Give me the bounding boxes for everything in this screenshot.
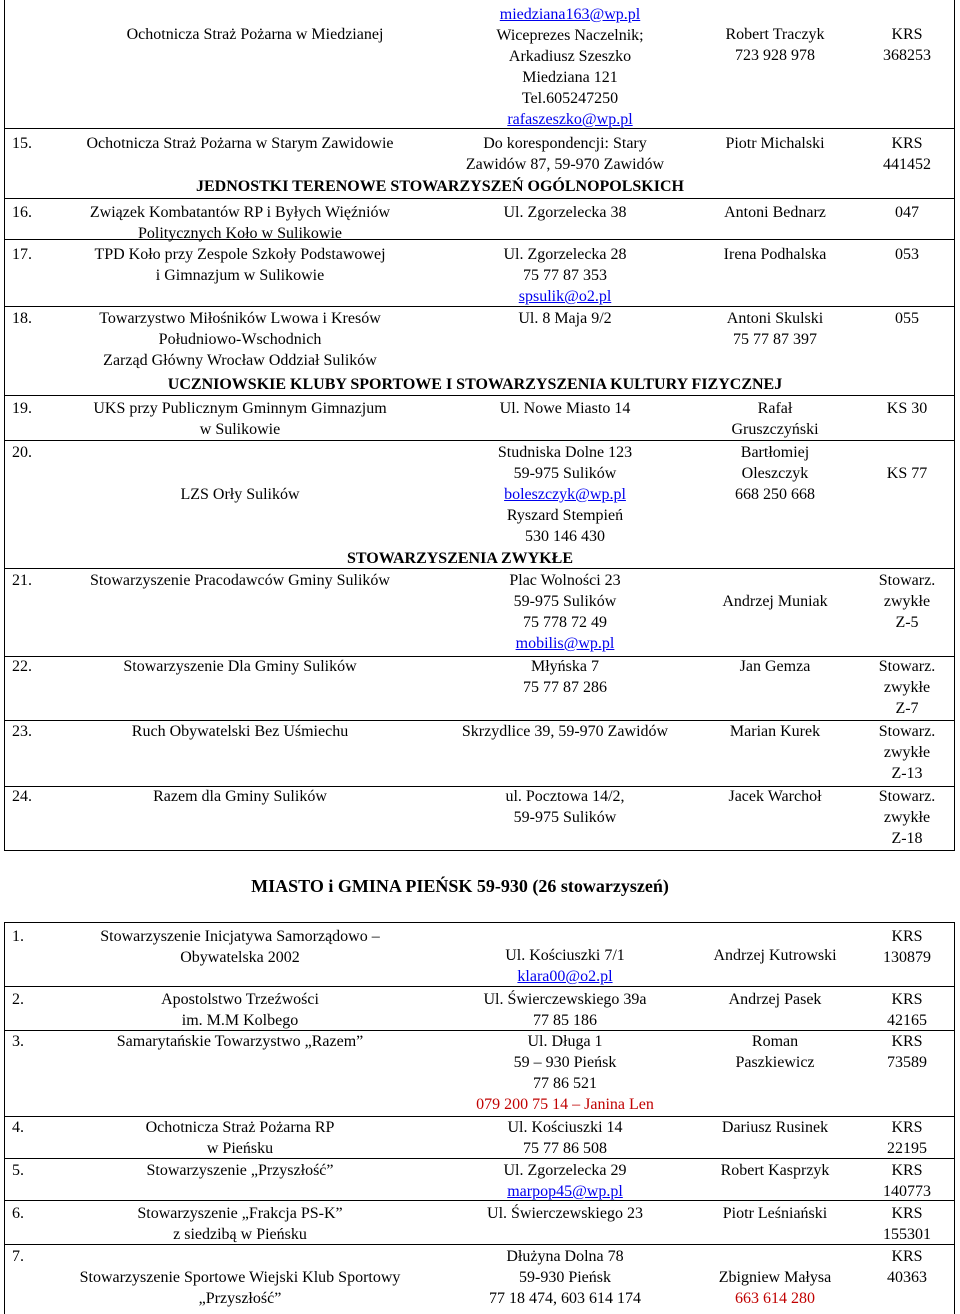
org-name: Związek Kombatantów RP i Byłych Więźniów Politycznych Koło w Sulikowie — [89, 204, 391, 242]
org-name: TPD Koło przy Zespole Szkoły Podstawowej i Gimnazjum w Sulikowie — [94, 246, 386, 284]
org-person: Robert Traczyk 723 928 978 — [725, 26, 825, 64]
org-reg: KRS 130879 — [883, 928, 931, 966]
org-name: Stowarzyszenie „Przyszłość” — [146, 1162, 334, 1179]
org-contact: Ul. Nowe Miasto 14 — [499, 400, 631, 417]
section-heading: JEDNOSTKI TERENOWE STOWARZYSZEŃ OGÓLNOPOLSKICH — [196, 178, 684, 195]
org-name: Ochotnicza Straż Pożarna w Miedzianej — [126, 26, 384, 43]
org-contact: Ul. Świerczewskiego 39a 77 85 186 — [483, 991, 647, 1029]
row-number: 21. — [12, 572, 32, 589]
org-reg: 055 — [895, 310, 919, 327]
section-heading: UCZNIOWSKIE KLUBY SPORTOWE I STOWARZYSZENIA KULTURY FIZYCZNEJ — [167, 376, 783, 393]
org-person: Irena Podhalska — [723, 246, 827, 263]
org-name: Ochotnicza Straż Pożarna w Starym Zawidowie — [86, 135, 394, 152]
email-link[interactable]: marpop45@wp.pl — [507, 1183, 623, 1200]
row-number: 1. — [12, 928, 24, 945]
row-number: 3. — [12, 1033, 24, 1050]
org-contact: Do korespondencji: Stary Zawidów 87, 59-970 Zawidów — [465, 135, 665, 173]
org-person: Robert Kasprzyk — [720, 1162, 830, 1179]
org-contact: Ul. Kościuszki 14 75 77 86 508 — [507, 1119, 623, 1157]
row-number: 17. — [12, 246, 32, 263]
row-number: 4. — [12, 1119, 24, 1136]
row-number: 16. — [12, 204, 32, 221]
org-reg: KRS 441452 — [883, 135, 931, 173]
row-number: 23. — [12, 723, 32, 740]
org-person: Andrzej Kutrowski — [713, 947, 837, 964]
org-name: Towarzystwo Miłośników Lwowa i Kresów Południowo-Wschodnich Zarząd Główny Wrocław Oddział Sulików — [99, 310, 381, 369]
org-name: Stowarzyszenie Dla Gminy Sulików — [123, 658, 357, 675]
org-person: Andrzej Pasek — [728, 991, 822, 1008]
org-contact: Ul. Kościuszki 7/1 klara00@o2.pl — [440, 945, 690, 987]
org-name: Stowarzyszenie Inicjatywa Samorządowo – Obywatelska 2002 — [100, 928, 380, 966]
org-person: Jacek Warchoł — [728, 788, 822, 805]
org-person: Andrzej Muniak — [722, 593, 828, 610]
row-number: 20. — [12, 444, 32, 461]
org-person: Jan Gemza — [739, 658, 811, 675]
section-title: MIASTO i GMINA PIEŃSK 59-930 (26 stowarzyszeń) — [251, 876, 669, 896]
org-reg: KRS 73589 — [887, 1033, 927, 1071]
org-contact: Studniska Dolne 123 59-975 Sulików boleszczyk@wp.pl Ryszard Stempień 530 146 430 — [440, 442, 690, 547]
email-link[interactable]: miedziana163@wp.pl — [499, 6, 641, 23]
row-number: 2. — [12, 991, 24, 1008]
email-link[interactable]: klara00@o2.pl — [517, 968, 613, 985]
section-heading: STOWARZYSZENIA ZWYKŁE — [347, 550, 573, 567]
email-link[interactable]: spsulik@o2.pl — [518, 288, 612, 305]
row-number: 22. — [12, 658, 32, 675]
org-name: Ochotnicza Straż Pożarna RP w Pieńsku — [145, 1119, 335, 1157]
org-person: Bartłomiej Oleszczyk 668 250 668 — [735, 444, 815, 503]
org-contact: Młyńska 7 75 77 87 286 — [523, 658, 607, 696]
org-name: Stowarzyszenie Pracodawców Gminy Sulików — [90, 572, 390, 589]
org-reg: KS 30 — [886, 400, 928, 417]
row-number: 19. — [12, 400, 32, 417]
row-number: 15. — [12, 135, 32, 152]
org-name: Samarytańskie Towarzystwo „Razem” — [116, 1033, 364, 1050]
org-reg: KRS 368253 — [883, 26, 931, 64]
org-name: Razem dla Gminy Sulików — [153, 788, 327, 805]
org-reg: Stowarz. zwykłe Z-13 — [878, 723, 936, 782]
org-person: Zbigniew Małysa 663 614 280 — [718, 1269, 832, 1307]
org-reg: KS 77 — [886, 465, 928, 482]
org-name: LZS Orły Sulików — [180, 486, 300, 503]
row-number: 18. — [12, 310, 32, 327]
org-contact: Ul. Długa 1 59 – 930 Pieńsk 77 86 521 079 200 75 14 – Janina Len — [476, 1033, 654, 1113]
org-person: Rafał Gruszczyński — [731, 400, 819, 438]
org-reg: KRS 42165 — [887, 991, 927, 1029]
email-link[interactable]: boleszczyk@wp.pl — [504, 486, 626, 503]
org-reg: KRS 22195 — [887, 1119, 927, 1157]
org-reg: KRS 155301 — [883, 1205, 931, 1243]
email-link[interactable]: mobilis@wp.pl — [515, 635, 615, 652]
org-contact: Ul. Świerczewskiego 23 — [487, 1205, 643, 1222]
org-contact: miedziana163@wp.pl Wiceprezes Naczelnik; Arkadiusz Szeszko Miedziana 121 Tel.605247250 rafaszeszko@wp.pl — [450, 4, 690, 130]
org-name: Stowarzyszenie „Frakcja PS-K” z siedzibą w Pieńsku — [137, 1205, 343, 1243]
row-number: 24. — [12, 788, 32, 805]
org-person: Marian Kurek — [729, 723, 821, 740]
org-person: Antoni Bednarz — [724, 204, 826, 221]
org-contact: Ul. Zgorzelecka 29 marpop45@wp.pl — [440, 1160, 690, 1202]
org-contact: Skrzydlice 39, 59-970 Zawidów — [461, 723, 669, 740]
org-name: Ruch Obywatelski Bez Uśmiechu — [131, 723, 349, 740]
org-contact: Ul. Zgorzelecka 28 75 77 87 353 spsulik@o2.pl — [440, 244, 690, 307]
email-link[interactable]: rafaszeszko@wp.pl — [507, 111, 633, 128]
org-name: UKS przy Publicznym Gminnym Gimnazjum w Sulikowie — [93, 400, 387, 438]
org-reg: KRS 40363 — [887, 1248, 927, 1286]
org-reg: Stowarz. zwykłe Z-7 — [878, 658, 936, 717]
org-person: Piotr Michalski — [725, 135, 825, 152]
org-reg: 053 — [895, 246, 919, 263]
org-reg: 047 — [895, 204, 919, 221]
org-reg: Stowarz. zwykłe Z-5 — [878, 572, 936, 631]
org-contact: ul. Pocztowa 14/2, 59-975 Sulików — [505, 788, 625, 826]
org-person: Dariusz Rusinek — [721, 1119, 829, 1136]
org-person: Antoni Skulski 75 77 87 397 — [726, 310, 824, 348]
row-number: 6. — [12, 1205, 24, 1222]
org-contact: Ul. 8 Maja 9/2 — [518, 310, 612, 327]
org-contact: Plac Wolności 23 59-975 Sulików 75 778 72 49 mobilis@wp.pl — [440, 570, 690, 654]
org-reg: Stowarz. zwykłe Z-18 — [878, 788, 936, 847]
org-person: Piotr Leśniański — [722, 1205, 828, 1222]
row-number: 7. — [12, 1248, 24, 1265]
org-contact: Dłużyna Dolna 78 59-930 Pieńsk 77 18 474, 603 614 174 — [489, 1248, 641, 1307]
org-contact: Ul. Zgorzelecka 38 — [503, 204, 627, 221]
row-number: 5. — [12, 1162, 24, 1179]
org-person: Roman Paszkiewicz — [735, 1033, 815, 1071]
org-name: Apostolstwo Trzeźwości im. M.M Kolbego — [161, 991, 319, 1029]
org-name: Stowarzyszenie Sportowe Wiejski Klub Sportowy „Przyszłość” — [79, 1269, 401, 1307]
org-reg: KRS 140773 — [883, 1162, 931, 1200]
